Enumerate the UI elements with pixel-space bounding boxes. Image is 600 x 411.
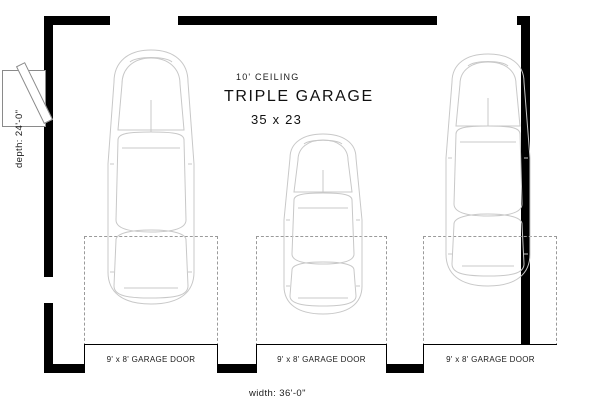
plan-title: TRIPLE GARAGE <box>224 88 374 105</box>
garage-door-bay-1-label: 9' x 8' GARAGE DOOR <box>106 354 196 364</box>
wall-opening-right <box>437 14 517 27</box>
wall-opening-left <box>110 14 178 27</box>
car-icon-right <box>438 48 538 292</box>
car-icon-left <box>100 44 202 312</box>
ceiling-height-note: 10' CEILING <box>236 72 300 82</box>
garage-door-bay-1 <box>84 344 218 373</box>
garage-door-bay-3-label: 9' x 8' GARAGE DOOR <box>446 354 535 364</box>
side-door-opening <box>44 276 53 304</box>
plan-size: 35 x 23 <box>251 112 303 127</box>
garage-door-bay-2-label: 9' x 8' GARAGE DOOR <box>277 354 366 364</box>
depth-dimension-label: depth: 24'-0" <box>14 109 25 168</box>
garage-door-bay-2 <box>256 344 387 373</box>
car-icon-middle <box>274 130 372 322</box>
width-dimension-label: width: 36'-0" <box>249 388 306 399</box>
garage-door-bay-3 <box>423 344 557 373</box>
